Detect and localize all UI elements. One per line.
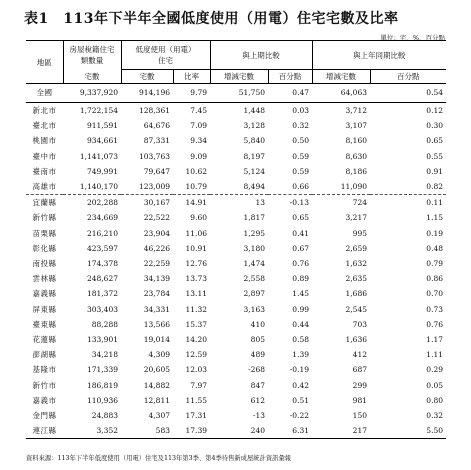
row-region: 彰化縣 [32, 243, 57, 253]
table-row [26, 103, 446, 119]
table-row [26, 408, 446, 423]
row-total: 174,378 [86, 259, 118, 269]
row-ratio: 7.97 [190, 380, 207, 390]
row-yoy-count: 150 [352, 411, 367, 421]
row-region: 臺南市 [32, 166, 57, 176]
row-yoy-count: 687 [352, 365, 367, 375]
row-yoy-pp: 0.80 [426, 395, 443, 405]
row-ratio: 10.79 [185, 182, 207, 192]
row-ratio: 14.91 [173, 195, 210, 211]
row-yoy-pp: 0.05 [426, 380, 443, 390]
table-row [26, 423, 446, 439]
row-ratio: 10.62 [185, 166, 207, 176]
row-yoy-count: 1,686 [345, 289, 367, 299]
header-pct-point: 百分點 [268, 70, 312, 84]
row-yoy-pp: 0.70 [426, 289, 443, 299]
header-increase-2: 增減宅數 [312, 70, 370, 84]
row-yoy-count: 2,659 [345, 243, 367, 253]
table-row [26, 179, 446, 195]
row-yoy-pp: 0.91 [426, 166, 443, 176]
row-total: 911,591 [86, 121, 118, 131]
row-low-use: 13,566 [143, 319, 170, 329]
row-low-use: 123,009 [138, 182, 170, 192]
source-note: 資料來源：113年下半年低度使用（用電）住宅及113年第3季、第4季待售新成屋統計資訊彙報 [26, 455, 292, 462]
row-change-count: 2,558 [243, 274, 265, 284]
row-change-count: 410 [250, 319, 265, 329]
row-total: 186,819 [86, 380, 118, 390]
header-vs-prev: 與上期比較 [210, 41, 312, 70]
row-ratio: 9.09 [190, 151, 207, 161]
row-low-use: 64,676 [143, 121, 170, 131]
row-total: 133,901 [86, 335, 118, 345]
row-ratio: 11.55 [185, 395, 207, 405]
row-change-count: 51,750 [210, 84, 268, 103]
row-ratio: 15.37 [185, 319, 207, 329]
row-low-use: 14,882 [143, 380, 170, 390]
table-row [26, 317, 446, 332]
row-change-pp: 0.99 [292, 304, 309, 314]
row-yoy-pp: 0.54 [370, 84, 446, 103]
row-total: 88,288 [91, 319, 118, 329]
row-yoy-pp: 0.76 [426, 319, 443, 329]
table-row [26, 195, 446, 211]
row-change-pp: 0.89 [292, 274, 309, 284]
row-yoy-count: 995 [352, 228, 367, 238]
row-change-count: 847 [250, 380, 265, 390]
row-change-pp: 1.45 [292, 289, 309, 299]
row-total: 202,288 [63, 195, 121, 211]
row-change-count: 8,197 [243, 151, 265, 161]
table-row [26, 118, 446, 133]
row-change-count: 612 [250, 395, 265, 405]
row-low-use: 79,647 [143, 166, 170, 176]
row-yoy-pp: 0.30 [426, 121, 443, 131]
row-change-pp: 0.65 [292, 213, 309, 223]
row-yoy-count: 64,063 [312, 84, 370, 103]
header-count-2: 宅數 [121, 70, 173, 84]
row-change-pp: 0.32 [292, 121, 309, 131]
statistics-table [26, 40, 446, 439]
row-change-count: -268 [248, 365, 265, 375]
header-low-use [121, 41, 210, 70]
row-ratio: 7.09 [190, 121, 207, 131]
unit-note: 單位：宅、%、百分點 [380, 34, 445, 42]
row-yoy-pp: 0.48 [426, 243, 443, 253]
row-change-count: 8,494 [243, 182, 265, 192]
row-total: 934,661 [86, 136, 118, 146]
row-yoy-count: 2,545 [345, 304, 367, 314]
row-region: 新竹縣 [32, 213, 57, 223]
row-ratio: 7.45 [190, 106, 207, 115]
header-low-use-text: 低度使用（用電）住宅 [135, 45, 196, 65]
row-low-use: 46,226 [143, 243, 170, 253]
row-change-pp: 0.59 [292, 151, 309, 161]
row-yoy-count: 3,217 [345, 213, 367, 223]
row-change-pp: 0.58 [292, 335, 309, 345]
row-total: 181,372 [86, 289, 118, 299]
row-ratio: 13.73 [185, 274, 207, 284]
header-increase: 增減宅數 [210, 70, 268, 84]
row-yoy-count: 299 [352, 380, 367, 390]
row-change-pp: 0.03 [292, 106, 309, 115]
table-row [26, 149, 446, 164]
row-yoy-pp: 0.32 [426, 411, 443, 421]
row-total: 1,722,154 [79, 106, 118, 115]
row-change-pp: 0.59 [292, 166, 309, 176]
row-low-use: 34,331 [143, 304, 170, 314]
row-total: 1,140,170 [79, 182, 118, 192]
row-change-count: 3,163 [243, 304, 265, 314]
row-yoy-count: 2,635 [345, 274, 367, 284]
row-change-count: 240 [210, 423, 268, 439]
table-row [26, 347, 446, 362]
row-low-use: 87,331 [143, 136, 170, 146]
row-change-pp: 0.41 [292, 228, 309, 238]
table-row [26, 362, 446, 377]
row-change-count: 1,448 [243, 106, 265, 115]
row-yoy-pp: 0.65 [426, 136, 443, 146]
row-yoy-pp: 1.11 [426, 350, 443, 360]
row-yoy-pp: 5.50 [370, 423, 446, 439]
row-region: 花蓮縣 [32, 335, 57, 345]
row-change-count: -13 [252, 411, 265, 421]
row-ratio: 11.32 [185, 304, 207, 314]
row-yoy-count: 981 [352, 395, 367, 405]
header-region: 地區 [26, 41, 63, 84]
row-low-use: 22,522 [143, 213, 170, 223]
row-yoy-pp: 0.79 [426, 259, 443, 269]
row-change-pp: 0.47 [268, 84, 312, 103]
table-row [26, 164, 446, 179]
row-yoy-count: 217 [312, 423, 370, 439]
row-total: 216,210 [86, 228, 118, 238]
row-low-use: 23,904 [143, 228, 170, 238]
row-total: 1,141,073 [79, 151, 118, 161]
table-row [26, 241, 446, 256]
row-low-use: 19,014 [143, 335, 170, 345]
row-region: 雲林縣 [32, 274, 57, 284]
row-region: 臺中市 [32, 151, 57, 161]
row-ratio: 13.11 [185, 289, 207, 299]
row-ratio: 9.79 [173, 84, 210, 103]
row-region: 桃園市 [32, 136, 57, 146]
header-count: 宅數 [63, 70, 121, 84]
row-total: 423,597 [86, 243, 118, 253]
row-total: 110,936 [86, 395, 118, 405]
row-region: 金門縣 [32, 411, 57, 421]
row-region: 全國 [26, 84, 63, 103]
row-ratio: 10.91 [185, 243, 207, 253]
row-yoy-pp: 0.55 [426, 151, 443, 161]
row-change-count: 5,124 [243, 166, 265, 176]
row-ratio: 9.34 [190, 136, 207, 146]
row-yoy-pp: 1.15 [426, 213, 443, 223]
row-yoy-count: 8,630 [345, 151, 367, 161]
table-row [26, 332, 446, 347]
row-ratio: 11.06 [185, 228, 207, 238]
row-region: 新竹市 [32, 380, 57, 390]
row-total: 3,352 [63, 423, 121, 439]
row-ratio: 12.03 [185, 365, 207, 375]
row-ratio: 9.60 [190, 213, 207, 223]
row-yoy-pp: 0.82 [426, 182, 443, 192]
row-region: 連江縣 [26, 423, 63, 439]
row-low-use: 20,605 [143, 365, 170, 375]
row-region: 屏東縣 [32, 304, 57, 314]
row-yoy-pp: 0.19 [426, 228, 443, 238]
row-yoy-pp: 0.12 [426, 106, 443, 115]
row-low-use: 103,763 [138, 151, 170, 161]
header-pct-point-2: 百分點 [370, 70, 446, 84]
row-total: 248,627 [86, 274, 118, 284]
row-change-pp: 0.66 [292, 182, 309, 192]
table-row [26, 210, 446, 225]
row-change-pp: -0.22 [289, 411, 309, 421]
row-yoy-pp: 0.11 [370, 195, 446, 211]
row-low-use: 914,196 [121, 84, 173, 103]
table-body [26, 84, 446, 439]
row-low-use: 12,811 [143, 395, 170, 405]
row-region: 新北市 [32, 106, 57, 115]
row-yoy-pp: 0.73 [426, 304, 443, 314]
table-row [26, 133, 446, 148]
row-ratio: 17.31 [185, 411, 207, 421]
row-yoy-count: 11,090 [340, 182, 367, 192]
row-change-pp: 1.39 [292, 350, 309, 360]
row-low-use: 22,259 [143, 259, 170, 269]
row-change-count: 805 [250, 335, 265, 345]
row-ratio: 12.59 [185, 350, 207, 360]
row-low-use: 4,309 [148, 350, 170, 360]
table-row [26, 84, 446, 103]
row-yoy-count: 412 [352, 350, 367, 360]
row-low-use: 23,784 [143, 289, 170, 299]
row-change-pp: -0.19 [289, 365, 309, 375]
row-change-count: 1,817 [243, 213, 265, 223]
row-change-count: 5,840 [243, 136, 265, 146]
row-change-pp: 0.51 [292, 395, 309, 405]
row-change-count: 1,295 [243, 228, 265, 238]
row-change-count: 3,180 [243, 243, 265, 253]
row-yoy-count: 703 [352, 319, 367, 329]
row-region: 基隆市 [32, 365, 57, 375]
row-change-count: 1,474 [243, 259, 265, 269]
row-ratio: 14.20 [185, 335, 207, 345]
row-change-pp: 6.31 [268, 423, 312, 439]
row-low-use: 128,361 [138, 106, 170, 115]
header-ratio: 比率 [173, 70, 210, 84]
table-title: 表1 113年下半年全國低度使用（用電）住宅宅數及比率 [24, 11, 399, 27]
table-row [26, 393, 446, 408]
row-yoy-count: 8,186 [345, 166, 367, 176]
row-yoy-count: 1,636 [345, 335, 367, 345]
row-change-pp: 0.50 [292, 136, 309, 146]
row-total: 171,339 [86, 365, 118, 375]
row-ratio: 17.39 [173, 423, 210, 439]
row-total: 24,883 [91, 411, 118, 421]
row-total: 9,337,920 [63, 84, 121, 103]
row-yoy-pp: 0.86 [426, 274, 443, 284]
row-change-pp: 0.67 [292, 243, 309, 253]
row-region: 臺北市 [32, 121, 57, 131]
row-yoy-count: 3,712 [345, 106, 367, 115]
table-row [26, 271, 446, 286]
row-region: 臺東縣 [32, 319, 57, 329]
row-region: 嘉義市 [32, 395, 57, 405]
table-row [26, 256, 446, 271]
table-row [26, 226, 446, 241]
row-yoy-pp: 1.17 [426, 335, 443, 345]
header-vs-yoy: 與上年同期比較 [312, 41, 446, 70]
row-yoy-count: 3,107 [345, 121, 367, 131]
row-change-count: 3,128 [243, 121, 265, 131]
header-tax-housing-text: 房屋稅籍住宅類數量 [69, 45, 115, 66]
row-region: 高雄市 [32, 182, 57, 192]
row-yoy-pp: 0.29 [426, 365, 443, 375]
row-change-count: 13 [210, 195, 268, 211]
row-total: 234,669 [86, 213, 118, 223]
table-row [26, 302, 446, 317]
row-yoy-count: 724 [312, 195, 370, 211]
row-region: 嘉義縣 [32, 289, 57, 299]
row-change-pp: 0.76 [292, 259, 309, 269]
row-yoy-count: 1,632 [345, 259, 367, 269]
row-change-pp: -0.13 [268, 195, 312, 211]
row-total: 34,218 [91, 350, 118, 360]
row-region: 苗栗縣 [32, 228, 57, 238]
row-low-use: 4,307 [148, 411, 170, 421]
row-ratio: 12.76 [185, 259, 207, 269]
header-tax-housing [63, 41, 121, 70]
row-change-count: 489 [250, 350, 265, 360]
row-total: 749,991 [86, 166, 118, 176]
row-low-use: 30,167 [121, 195, 173, 211]
table-row [26, 378, 446, 393]
row-yoy-count: 8,160 [345, 136, 367, 146]
row-change-count: 2,897 [243, 289, 265, 299]
row-low-use: 583 [121, 423, 173, 439]
row-region: 宜蘭縣 [26, 195, 63, 211]
row-region: 南投縣 [32, 259, 57, 269]
table-row [26, 286, 446, 301]
row-low-use: 34,139 [143, 274, 170, 284]
row-change-pp: 0.42 [292, 380, 309, 390]
row-total: 303,403 [86, 304, 118, 314]
row-change-pp: 0.44 [292, 319, 309, 329]
row-region: 澎湖縣 [32, 350, 57, 360]
